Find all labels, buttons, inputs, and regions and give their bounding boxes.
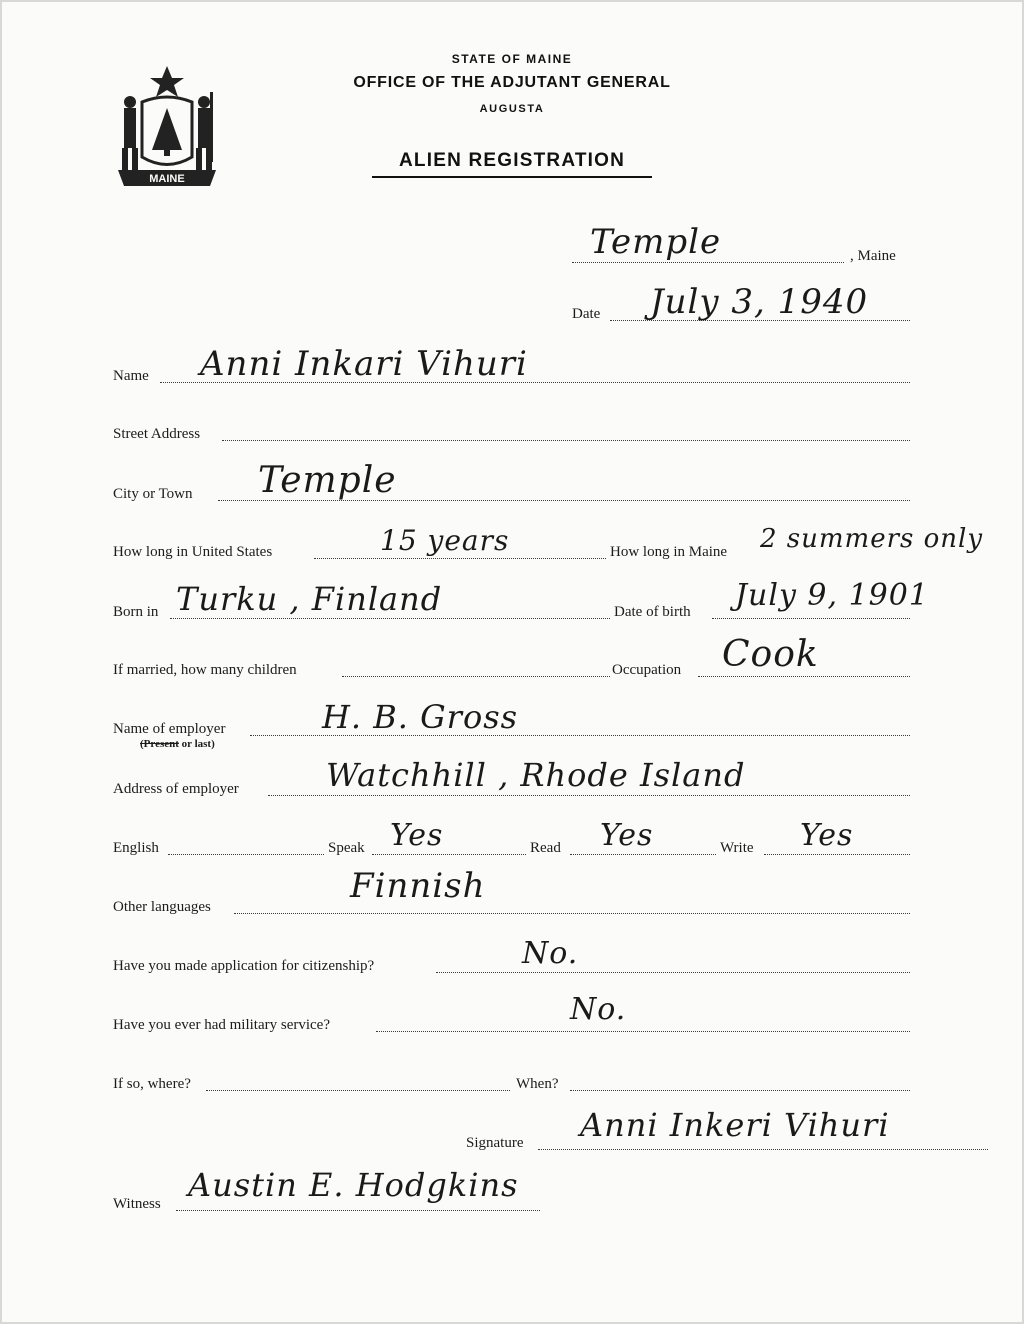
military-label: Have you ever had military service? [113, 1017, 330, 1033]
other-languages-value: Finnish [350, 866, 486, 906]
employer-label: Name of employer [113, 721, 226, 737]
born-in-label: Born in [113, 604, 159, 620]
write-line [764, 854, 910, 855]
name-label: Name [113, 368, 149, 384]
occupation-value: Cook [722, 634, 819, 675]
date-label: Date [572, 306, 601, 322]
married-children-label: If married, how many children [113, 662, 297, 678]
read-label: Read [530, 840, 561, 856]
write-value: Yes [800, 818, 854, 853]
write-label: Write [720, 840, 754, 856]
speak-label: Speak [328, 840, 365, 856]
english-line [168, 854, 324, 855]
married-children-line [342, 676, 610, 677]
employer-note-struck: (Present [140, 738, 179, 750]
witness-label: Witness [113, 1196, 161, 1212]
speak-line [372, 854, 526, 855]
title-underline [372, 176, 652, 178]
witness-line [176, 1210, 540, 1211]
how-long-us-label: How long in United States [113, 544, 273, 560]
date-of-birth-line [712, 618, 910, 619]
witness-value: Austin E. Hodgkins [188, 1166, 519, 1204]
military-value: No. [570, 992, 627, 1027]
signature-line [538, 1149, 988, 1150]
citizenship-line [436, 972, 910, 973]
if-so-where-line [206, 1090, 510, 1091]
signature-label: Signature [466, 1135, 524, 1151]
employer-address-line [268, 795, 910, 796]
military-line [376, 1031, 910, 1032]
occupation-label: Occupation [612, 662, 682, 678]
occupation-line [698, 676, 910, 677]
header-state: STATE OF MAINE [451, 52, 573, 66]
street-address-label: Street Address [113, 426, 201, 442]
employer-note-rest: or last) [178, 738, 215, 750]
when-label: When? [516, 1076, 559, 1092]
header-office: OFFICE OF THE ADJUTANT GENERAL [353, 74, 671, 91]
how-long-us-value: 15 years [380, 524, 510, 557]
employer-value: H. B. Gross [322, 698, 519, 736]
read-value: Yes [600, 818, 654, 853]
city-label: City or Town [113, 486, 193, 502]
citizenship-value: No. [522, 936, 579, 971]
form-title: ALIEN REGISTRATION [398, 150, 626, 171]
english-label: English [113, 840, 159, 856]
signature-value: Anni Inkeri Vihuri [580, 1106, 890, 1144]
other-languages-label: Other languages [113, 899, 211, 915]
employer-address-value: Watchhill , Rhode Island [326, 756, 746, 794]
citizenship-label: Have you made application for citizenship? [113, 958, 375, 974]
read-line [570, 854, 716, 855]
how-long-maine-label: How long in Maine [610, 544, 728, 560]
header-city: AUGUSTA [479, 103, 545, 115]
born-in-line [170, 618, 610, 619]
name-value: Anni Inkari Vihuri [200, 344, 528, 384]
town-value: Temple [590, 222, 722, 262]
seal-text: MAINE [149, 173, 185, 185]
city-value: Temple [258, 460, 397, 501]
born-in-value: Turku , Finland [176, 580, 443, 618]
if-so-where-label: If so, where? [113, 1076, 191, 1092]
speak-value: Yes [390, 818, 444, 853]
date-value: July 3, 1940 [650, 282, 869, 322]
when-line [570, 1090, 910, 1091]
other-languages-line [234, 913, 910, 914]
how-long-maine-value: 2 summers only [760, 524, 984, 554]
date-of-birth-value: July 9, 1901 [735, 578, 929, 613]
date-of-birth-label: Date of birth [614, 604, 691, 620]
maine-label: , Maine [850, 248, 896, 264]
employer-note [140, 738, 215, 750]
employer-address-label: Address of employer [113, 781, 239, 797]
street-address-line [222, 440, 910, 441]
town-line [572, 262, 844, 263]
how-long-us-line [314, 558, 606, 559]
